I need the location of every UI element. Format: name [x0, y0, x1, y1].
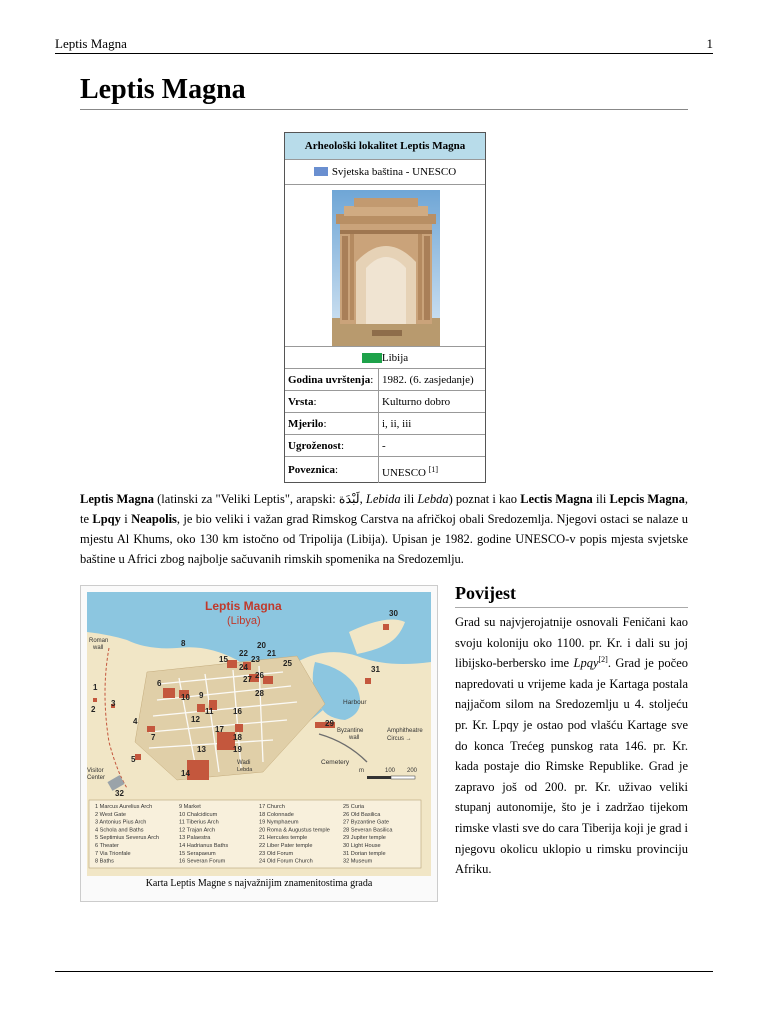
- row-value: 1982. (6. zasjedanje): [382, 374, 474, 386]
- infobox-row-endangered: Ugroženost: -: [285, 434, 485, 457]
- map-legend-item: 3 Antonius Pius Arch: [95, 819, 147, 826]
- unesco-link[interactable]: UNESCO: [382, 467, 427, 479]
- map-legend-item: 24 Old Forum Church: [259, 858, 313, 865]
- map-legend-item: 7 Via Trionfale: [95, 850, 131, 857]
- alt-name: Lepcis Magna: [609, 492, 685, 506]
- map-image[interactable]: [87, 592, 431, 876]
- map-legend-item: 16 Severan Forum: [179, 858, 226, 865]
- map-legend-item: 22 Liber Pater temple: [259, 843, 313, 849]
- svg-text:29: 29: [325, 719, 334, 728]
- map-subtitle: (Libya): [227, 615, 261, 627]
- map-legend-item: 12 Trajan Arch: [179, 827, 216, 834]
- svg-text:7: 7: [151, 733, 156, 742]
- section-divider: [455, 607, 688, 608]
- svg-text:9: 9: [199, 691, 204, 700]
- map-legend-item: 4 Schola and Baths: [95, 827, 144, 834]
- intro-text: (latinski za "Veliki Leptis", arapski:: [153, 492, 339, 506]
- map-legend-item: 25 Curia: [343, 804, 365, 810]
- footer-divider: [55, 971, 713, 972]
- map-label-wadi: Wadi: [237, 760, 251, 766]
- arabic-name: لَبْدَة: [338, 492, 360, 506]
- map-label-harbour: Harbour: [343, 699, 367, 706]
- svg-text:wall: wall: [349, 735, 360, 741]
- map-legend-item: 18 Colonnade: [259, 811, 294, 818]
- map-legend-item: 5 Septimius Severus Arch: [95, 835, 160, 842]
- intro-text: , te: [80, 492, 689, 526]
- map-legend-item: 11 Tiberius Arch: [179, 819, 219, 826]
- row-key[interactable]: Ugroženost: [288, 440, 341, 452]
- svg-text:23: 23: [251, 655, 260, 664]
- svg-text:22: 22: [239, 649, 248, 658]
- svg-text:16: 16: [233, 707, 242, 716]
- svg-text:25: 25: [283, 659, 292, 668]
- intro-paragraph: [80, 489, 688, 569]
- row-key[interactable]: Mjerilo: [288, 418, 324, 430]
- map-legend-item: 32 Museum: [343, 858, 373, 865]
- svg-text:14: 14: [181, 769, 190, 778]
- running-header: [55, 35, 713, 54]
- reference-1[interactable]: [1]: [428, 465, 439, 474]
- map-legend-item: 28 Severan Basilica: [343, 827, 393, 834]
- unesco-label[interactable]: Svjetska baština - UNESCO: [331, 166, 457, 178]
- map-label-cemetery: Cemetery: [321, 759, 350, 766]
- svg-text:15: 15: [219, 655, 228, 664]
- svg-text:Lebda: Lebda: [237, 767, 253, 773]
- infobox-unesco: [285, 160, 485, 185]
- povijest-paragraph: [455, 612, 688, 880]
- map-legend-item: 14 Hadrianus Baths: [179, 843, 229, 849]
- svg-text:13: 13: [197, 745, 206, 754]
- section-text: . Grad je počeo napredovati u vrijeme kada je Kartaga postala najjačom silom na Sredozemlju u 4. stoljeću pr. Kr. Lpqy je ostao pod vlašću Kartage sve do konca Trećeg punskog rata 146. pr. Kr. kada postaje dio Rimske Republike. Grad je zapravo još od 200. pr. Kr. uživao veliki stupanj autonomije, što je i zadržao tijekom rimske vlasti sve do cara Tiberija koji je grad i njegovu okolicu uklopio u rimsku provinciju Afriku.: [455, 656, 688, 877]
- intro-name: Leptis Magna: [80, 492, 154, 506]
- map-legend-item: 26 Old Basilica: [343, 811, 381, 818]
- lpqy-term: Lpqy: [573, 656, 599, 671]
- infobox-row-year: Godina uvrštenja: 1982. (6. zasjedanje): [285, 368, 485, 391]
- svg-text:28: 28: [255, 689, 264, 698]
- map-legend-item: 27 Byzantine Gate: [343, 819, 390, 826]
- map-label-amphitheatre: Amphitheatre: [387, 728, 423, 734]
- unesco-emblem-icon: [314, 167, 328, 176]
- map-title: Leptis Magna: [205, 599, 282, 613]
- infobox-row-type: Vrsta: Kulturno dobro: [285, 390, 485, 413]
- alt-name: Lpqy: [92, 512, 121, 526]
- country-label[interactable]: Libija: [381, 352, 409, 364]
- svg-text:Center: Center: [87, 775, 106, 781]
- svg-text:18: 18: [233, 733, 242, 742]
- map-label-circus: Circus →: [387, 736, 412, 742]
- map-legend-item: 8 Baths: [95, 858, 114, 865]
- row-value: i, ii, iii: [382, 418, 412, 430]
- map-legend-item: 31 Dorian temple: [343, 850, 386, 857]
- svg-text:30: 30: [389, 609, 398, 618]
- infobox-row-link: Poveznica: UNESCO [1]: [285, 456, 485, 483]
- alt-name: Neapolis: [131, 512, 177, 526]
- intro-text: ili: [400, 492, 418, 506]
- svg-text:wall: wall: [93, 645, 104, 651]
- map-legend-item: 21 Hercules temple: [259, 835, 308, 842]
- svg-text:24: 24: [239, 663, 248, 672]
- svg-text:100: 100: [385, 768, 396, 774]
- row-key[interactable]: Poveznica: [288, 464, 336, 476]
- intro-text: i: [120, 512, 132, 526]
- page-title: Leptis Magna: [80, 74, 246, 105]
- row-value: -: [382, 440, 386, 452]
- svg-text:2: 2: [91, 705, 96, 714]
- map-legend-item: 10 Chalcidicum: [179, 811, 218, 818]
- map-legend-item: 17 Church: [259, 804, 285, 810]
- map-legend-item: 2 West Gate: [95, 811, 126, 818]
- map-legend-item: 23 Old Forum: [259, 850, 294, 857]
- infobox-country: [285, 346, 485, 369]
- svg-text:3: 3: [111, 699, 116, 708]
- svg-text:31: 31: [371, 665, 380, 674]
- infobox-row-criteria: Mjerilo: i, ii, iii: [285, 412, 485, 435]
- svg-text:12: 12: [191, 715, 200, 724]
- intro-text: ili: [592, 492, 610, 506]
- map-legend-item: 15 Serapaeum: [179, 850, 216, 857]
- map-legend-item: 13 Palaestra: [179, 835, 211, 842]
- section-text: Grad su najvjerojatnije osnovali Feničani kao svoju koloniju oko 1100. pr. Kr. i dali su joj libijsko-berbersko ime: [455, 615, 688, 671]
- infobox: [284, 132, 486, 483]
- reference-2[interactable]: [2]: [598, 655, 608, 665]
- map-legend-item: 29 Jupiter temple: [343, 835, 386, 842]
- alt-name: Lectis Magna: [520, 492, 593, 506]
- svg-text:32: 32: [115, 789, 124, 798]
- title-divider: [80, 109, 688, 110]
- svg-text:26: 26: [255, 671, 264, 680]
- svg-text:6: 6: [157, 679, 162, 688]
- svg-text:19: 19: [233, 745, 242, 754]
- svg-text:17: 17: [215, 725, 224, 734]
- svg-text:10: 10: [181, 693, 190, 702]
- svg-text:5: 5: [131, 755, 136, 764]
- arch-photo[interactable]: [332, 190, 440, 370]
- alt-name: Lebda: [417, 492, 449, 506]
- map-legend-item: 30 Light House: [343, 843, 381, 849]
- map-legend-item: 1 Marcus Aurelius Arch: [95, 804, 153, 810]
- row-key[interactable]: Vrsta: [288, 396, 314, 408]
- map-label-roman-wall: Roman: [89, 638, 109, 644]
- libya-flag-icon: [362, 353, 382, 363]
- svg-text:m: m: [359, 768, 364, 774]
- map-legend-item: 19 Nymphaeum: [259, 819, 299, 826]
- map-label-visitor-center: Visitor: [87, 768, 104, 774]
- svg-text:21: 21: [267, 649, 276, 658]
- intro-text: ,: [359, 492, 366, 506]
- infobox-heading: Arheološki lokalitet Leptis Magna: [285, 133, 485, 160]
- intro-text: ) poznat i kao: [448, 492, 521, 506]
- svg-text:8: 8: [181, 639, 186, 648]
- map-legend-item: 6 Theater: [95, 843, 119, 849]
- svg-text:20: 20: [257, 641, 266, 650]
- svg-text:4: 4: [133, 717, 138, 726]
- svg-text:27: 27: [243, 675, 252, 684]
- map-caption: Karta Leptis Magne s najvažnijim znamenitostima grada: [145, 878, 373, 889]
- row-key[interactable]: Godina uvrštenja: [288, 374, 371, 386]
- intro-text: , je bio veliki i važan grad Rimskog Carstva na afričkoj obali Sredozemlja. Njegovi ostaci se nalaze u mjestu Al Khums, oko 130 km istočno od Tripolija (Libija). Upisan je 1982. godine UNESCO-v popis mjesta svjetske baštine u Africi zbog najbolje sačuvanih rimskih spomenika na Sredozemlju.: [80, 512, 688, 566]
- running-header-title: Leptis Magna: [55, 36, 127, 51]
- map-legend-item: 9 Market: [179, 804, 201, 810]
- page-number: 1: [706, 36, 713, 51]
- row-value: Kulturno dobro: [382, 396, 451, 408]
- alt-name: Lebida: [365, 492, 401, 506]
- svg-text:11: 11: [205, 707, 214, 716]
- map-legend-item: 20 Roma & Augustus temple: [259, 827, 330, 834]
- svg-text:200: 200: [407, 768, 418, 774]
- svg-text:1: 1: [93, 683, 98, 692]
- map-label-byzantine-wall: Byzantine: [337, 728, 364, 734]
- map-figure: [80, 585, 438, 902]
- section-heading-povijest: Povijest: [455, 583, 516, 603]
